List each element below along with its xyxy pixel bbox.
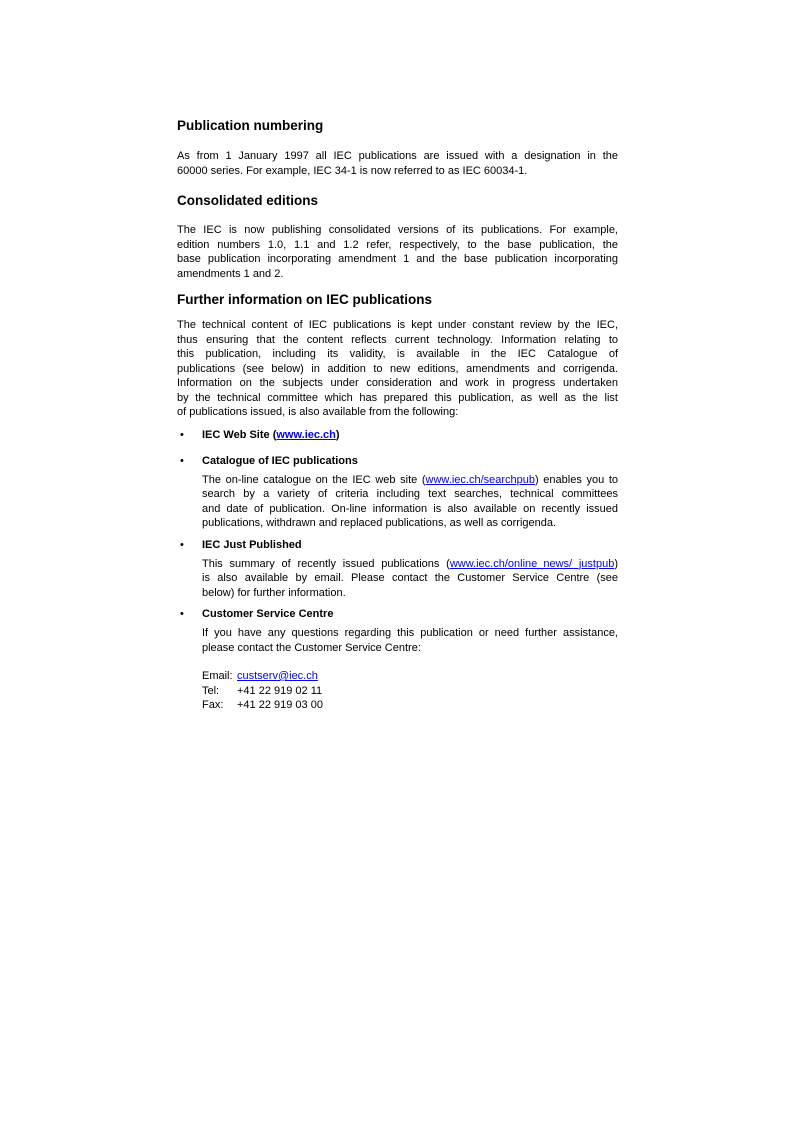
contact-block: [202, 669, 618, 713]
text-segment: IEC Web Site (: [202, 428, 277, 441]
tel-label: Tel:: [202, 684, 220, 697]
text-line: [177, 223, 618, 238]
text-segment: The IEC is now publishing consolidated versions of its publications. For example,: [177, 224, 618, 236]
page-content: [177, 118, 618, 713]
section-heading-consolidated-editions: Consolidated editions: [177, 193, 319, 208]
text-line: [202, 557, 618, 572]
text-line: [202, 641, 618, 656]
text-line: [202, 626, 618, 641]
bullet-icon: •: [180, 608, 184, 620]
text-segment: is also available by email. Please contact the Customer Service Centre (see: [202, 572, 618, 584]
text-line: [177, 391, 618, 406]
fax-value: +41 22 919 03 00: [237, 699, 323, 711]
text-line: [202, 607, 618, 622]
text-segment: edition numbers 1.0, 1.1 and 1.2 refer, respectively, to the base publication, the: [177, 238, 618, 251]
iec-web-site-link[interactable]: www.iec.ch: [276, 428, 336, 441]
searchpub-link[interactable]: www.iec.ch/searchpub: [425, 473, 535, 486]
text-segment: please contact the Customer Service Centre:: [202, 641, 421, 654]
text-line: [202, 586, 618, 601]
bullet-icon: •: [180, 538, 184, 551]
text-segment: below) for further information.: [202, 586, 346, 599]
bullet-title-just-published: [202, 538, 618, 553]
text-line: [177, 267, 618, 282]
text-line: [177, 405, 618, 420]
text-line: [202, 538, 618, 553]
contact-row-email: [202, 669, 618, 684]
justpub-link[interactable]: www.iec.ch/online_news/ justpub: [449, 557, 615, 570]
text-segment: ) enables you to: [535, 473, 618, 486]
bullet-item-customer-service: [177, 607, 618, 655]
text-segment: of publications issued, is also available from the following:: [177, 406, 459, 418]
bullet-body-just-published: [202, 557, 618, 601]
bullet-title-customer-service: [202, 607, 618, 622]
text-segment: base publication incorporating amendment 1 and the base publication incorporating: [177, 253, 618, 265]
text-line: [177, 362, 618, 377]
bullet-body-customer-service: [202, 626, 618, 655]
text-segment: Catalogue of IEC publications: [202, 454, 358, 467]
text-segment: and date of publication. On-line information is also available on recently issued: [202, 502, 618, 515]
text-segment: Customer Service Centre: [202, 608, 334, 620]
bullet-title-iec-web-site: [202, 428, 618, 443]
email-link[interactable]: custserv@iec.ch: [237, 670, 318, 682]
fax-label: Fax:: [202, 699, 224, 711]
text-line: [177, 149, 618, 164]
contact-row-tel: [202, 684, 618, 699]
text-line: [177, 376, 618, 391]
text-line: [177, 333, 618, 348]
bullet-icon: •: [180, 454, 184, 467]
section-heading-publication-numbering: Publication numbering: [177, 118, 324, 133]
text-segment: This summary of recently issued publications (: [202, 557, 450, 570]
text-line: [202, 428, 618, 443]
text-segment: publications (see below) in addition to new editions, amendments and corrigenda.: [177, 362, 618, 375]
paragraph-publication-numbering: [177, 149, 618, 178]
text-segment: thus ensuring that the content reflects current technology. Information relating to: [177, 333, 618, 346]
text-segment: ): [335, 428, 340, 441]
bullet-body-catalogue: [202, 473, 618, 531]
text-line: [177, 318, 618, 333]
text-line: [202, 502, 618, 517]
text-line: [202, 487, 618, 502]
section-heading-further-information: Further information on IEC publications: [177, 292, 432, 307]
text-line: [177, 238, 618, 253]
text-segment: The on-line catalogue on the IEC web site (: [202, 473, 426, 486]
text-segment: Information on the subjects under consideration and work in progress undertaken: [177, 377, 618, 389]
text-line: [177, 252, 618, 267]
email-label: Email:: [202, 670, 233, 682]
text-line: [177, 347, 618, 362]
text-segment: 60000 series. For example, IEC 34-1 is now referred to as IEC 60034-1.: [177, 164, 528, 177]
text-segment: IEC Just Published: [202, 538, 302, 551]
text-line: [202, 454, 618, 469]
text-line: [177, 164, 618, 179]
bullet-title-catalogue: [202, 454, 618, 469]
bullet-icon: •: [180, 428, 184, 441]
bullet-item-just-published: [177, 538, 618, 601]
contact-row-fax: [202, 698, 618, 713]
text-segment: If you have any questions regarding this publication or need further assistance,: [202, 627, 618, 639]
text-line: [202, 473, 618, 488]
text-segment: amendments 1 and 2.: [177, 267, 284, 280]
text-segment: ): [614, 557, 618, 570]
text-segment: this publication, including its validity, is available in the IEC Catalogue of: [177, 348, 618, 360]
text-line: [202, 516, 618, 531]
text-line: [202, 571, 618, 586]
text-segment: search by a variety of criteria including text searches, technical committees: [202, 488, 618, 500]
bullet-list: [177, 428, 618, 656]
text-segment: The technical content of IEC publications is kept under constant review by the IEC,: [177, 319, 618, 331]
paragraph-further-information: [177, 318, 618, 420]
tel-value: +41 22 919 02 11: [237, 684, 323, 697]
text-segment: by the technical committee which has prepared this publication, as well as the list: [177, 391, 618, 404]
text-segment: publications, withdrawn and replaced publications, as well as corrigenda.: [202, 517, 557, 529]
bullet-item-iec-web-site: [177, 428, 618, 447]
paragraph-consolidated-editions: [177, 223, 618, 281]
text-segment: As from 1 January 1997 all IEC publications are issued with a designation in the: [177, 150, 618, 162]
bullet-item-catalogue: [177, 454, 618, 531]
